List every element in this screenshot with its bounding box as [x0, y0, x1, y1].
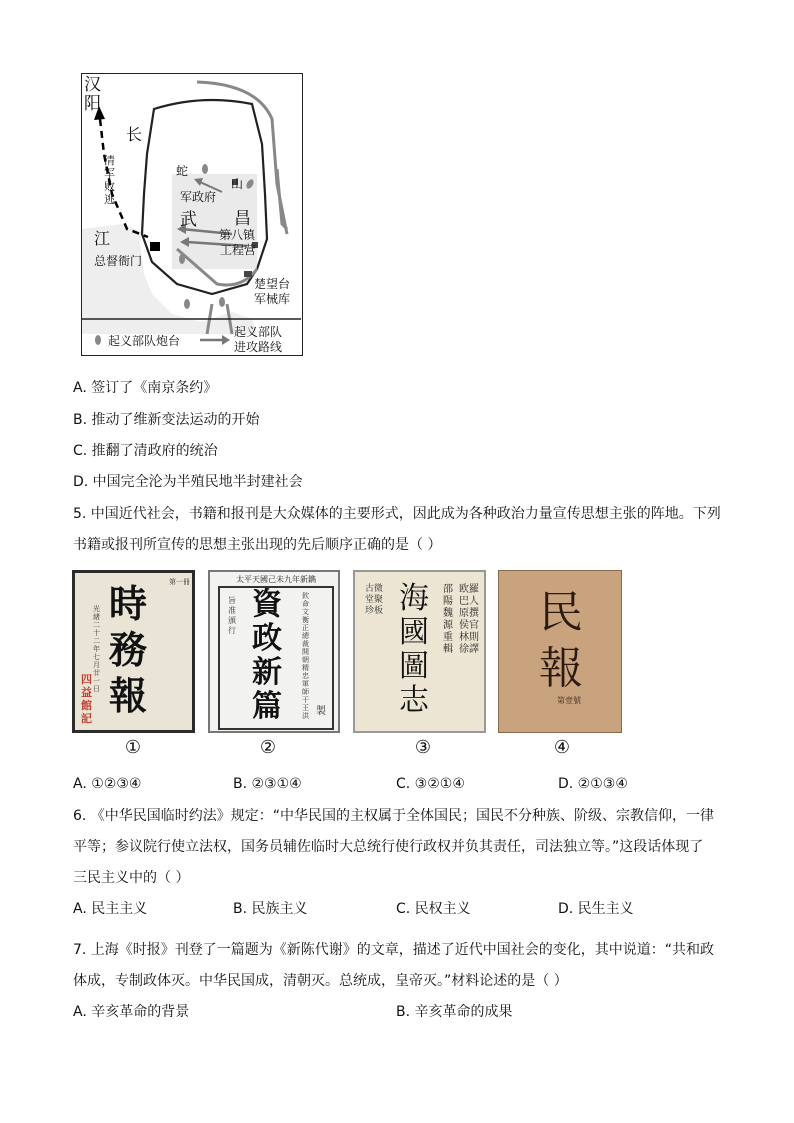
q6-stem-line2: 平等；参议院行使立法权，国务员辅佐临时大总统行使行政权并负其责任，司法独立等。”这段话体现了	[73, 839, 704, 855]
label-zongdu: 总督衙门	[94, 254, 143, 268]
label-hanyang: 汉阳	[84, 75, 101, 114]
book-zizhengxinpian	[208, 570, 340, 733]
book-minbao	[498, 570, 622, 733]
book-side-text: 光緒二十二年七月廿一日	[93, 605, 100, 693]
label-junxieku: 军械库	[254, 292, 291, 306]
q6-option-c: C. 民权主义	[396, 901, 471, 917]
q5-stem-line2: 书籍或报刊所宣传的思想主张出现的先后顺序正确的是（ ）	[73, 537, 442, 553]
book-stamp: 四益館記	[81, 673, 92, 725]
q6-stem-line1: 6. 《中华民国临时约法》规定：“中华民国的主权属于全体国民；国民不分种族、阶级、宗教信仰，一律	[73, 808, 715, 824]
book-number: ①	[124, 737, 142, 758]
label-chang: 长	[126, 125, 143, 144]
book-title: 海國圖志	[399, 581, 429, 718]
label-chang2: 昌	[234, 209, 251, 229]
q4-option-c: C. 推翻了清政府的统治	[73, 443, 218, 459]
label-gongcheng: 工程营	[220, 243, 257, 257]
book-small-text: 旨准頒行	[228, 596, 236, 635]
q7-option-a: A. 辛亥革命的背景	[73, 1004, 190, 1020]
label-she: 蛇	[176, 164, 189, 178]
q6-option-d: D. 民生主义	[558, 901, 634, 917]
book-title: 時務報	[109, 581, 148, 718]
governor-office-marker	[150, 242, 160, 251]
q4-option-b: B. 推动了维新变法运动的开始	[73, 412, 260, 428]
label-retreat: 清军败逃	[104, 154, 115, 206]
book-tag: 第一冊	[169, 578, 190, 586]
label-wu: 武	[180, 210, 197, 230]
book-number: ②	[259, 737, 277, 758]
q5-stem-line1: 5. 中国近代社会，书籍和报刊是大众媒体的主要形式，因此成为各种政治力量宣传思想主张的阵地。下列	[73, 506, 721, 522]
book-side-text-2: 欧羅巴人原撰 侯官林則徐譯	[459, 584, 479, 655]
wuchang-uprising-map	[81, 73, 303, 356]
label-chuwangtai: 楚望台	[254, 277, 291, 291]
label-jiang: 江	[94, 229, 111, 248]
q5-option-a: A. ①②③④	[73, 776, 142, 792]
q7-stem-line1: 7. 上海《时报》刊登了一篇题为《新陈代谢》的文章，描述了近代中国社会的变化，其中说道：“共和政	[73, 942, 715, 958]
label-shan: 山	[231, 177, 244, 191]
book-side-text-2: 製	[316, 706, 326, 717]
q6-option-b: B. 民族主义	[233, 901, 308, 917]
q4-option-a: A. 签订了《南京条约》	[73, 380, 218, 396]
book-number: ④	[553, 737, 571, 758]
q5-option-c: C. ③②①④	[396, 776, 465, 792]
legend-route-2: 进攻路线	[234, 340, 283, 354]
q4-option-d: D. 中国完全沦为半殖民地半封建社会	[73, 474, 303, 490]
battery-icon	[202, 164, 208, 174]
book-shiwubao	[72, 570, 195, 733]
book-header: 太平天國己未九年新鐫	[236, 575, 316, 584]
book-small-text: 古微堂聚珍板	[365, 584, 384, 616]
q6-stem-line3: 三民主义中的（ ）	[73, 870, 190, 886]
book-number: ③	[414, 737, 432, 758]
q6-option-a: A. 民主主义	[73, 901, 148, 917]
legend-battery: 起义部队炮台	[108, 334, 181, 348]
label-junzhengfu: 军政府	[180, 190, 217, 204]
book-small-text: 第壹號	[557, 696, 581, 705]
q7-option-b: B. 辛亥革命的成果	[396, 1004, 513, 1020]
q5-option-d: D. ②①③④	[558, 776, 628, 792]
book-side-text: 欽命文衡正總裁開朝精忠軍師干王洪	[302, 592, 309, 720]
book-title: 民報	[539, 587, 583, 694]
book-side-text: 邵陽魏源重輯	[443, 584, 453, 655]
book-title: 資政新篇	[252, 587, 282, 724]
q7-stem-line2: 体成，专制政体灭。中华民国成，清朝灭。总统成，皇帝灭。”材料论述的是（ ）	[73, 973, 568, 989]
legend-route-1: 起义部队	[234, 325, 283, 339]
book-haiguotuzhi	[353, 570, 486, 733]
q5-option-b: B. ②③①④	[233, 776, 302, 792]
label-dibazhen: 第八镇	[219, 228, 256, 242]
